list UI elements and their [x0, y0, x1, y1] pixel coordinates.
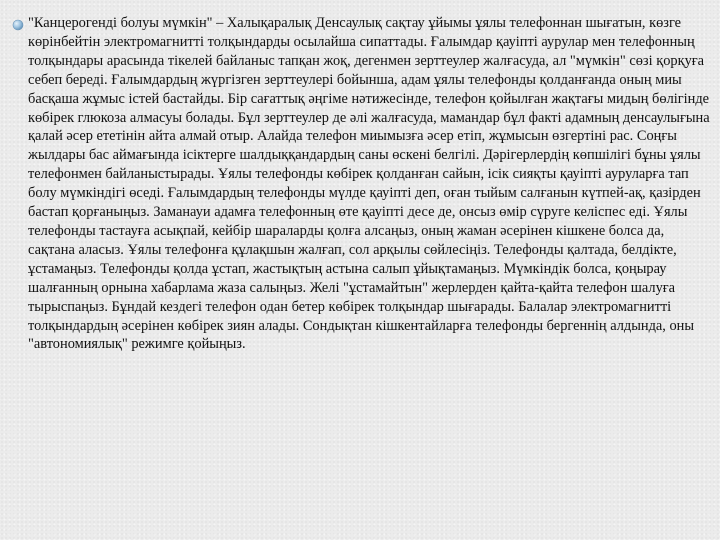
body-paragraph: "Канцерогенді болуы мүмкін" – Халықаралық Денсаулық сақтау ұйымы ұялы телефоннан шығатын, көзге көрінбейтін электромагнитті толқындарды осылайша сипаттады. Ғалымдар қауіпті аурулар мен телефонның толқындары арасында тікелей байланыс тапқан жоқ, дегенмен зерттеулер жалғасуда, ал "мүмкін" сөзі қорқуға себеп береді. Ғалымдардың жүргізген зерттеулері бойынша, адам ұялы телефонды қолданғанда оның миы басқаша жұмыс істей бастайды. Бір сағаттық әңгіме нәтижесінде, телефон қойылған жақтағы мидың бөлігінде көбірек глюкоза алмасуы болады. Бұл зерттеулер де әлі жалғасуда, мамандар бұл факті адамның денсаулығына қалай әсер ететінін айта алмай отыр. Алайда телефон миымызға әсер етіп, жұмысын өзгертіні рас. Соңғы жылдары бас аймағында ісіктерге шалдыққандардың саны өскені белгілі. Дәрігерлердің көпшілігі бұны ұялы телефонмен байланыстырады. Ұялы телефонды көбірек қолданған сайын, ісік сияқты қауіпті ауруларға тап болу мүмкіндігі өседі. Ғалымдардың телефонды мүлде қауіпті деп, оған тыйым салғанын күтпей-ақ, қазірден бастап қорғаныңыз. Заманауи адамға телефонның өте қауіпті десе де, онсыз өмір сүруге келіспес еді. Ұялы телефонды тастауға асықпай, кейбір шараларды қолға алсаңыз, оның жаман әсерінен кішкене болса да, сақтана аласыз. Ұялы телефонға құлақшын жалғап, сол арқылы сөйлесіңіз. Телефонды қалтада, белдікте, ұстамаңыз. Телефонды қолда ұстап, жастықтың астына салып ұйықтамаңыз. Мүмкіндік болса, қоңырау шалғанның орнына хабарлама жаза салыңыз. Желі "ұстамайтын" жерлерден қайта-қайта телефон шалуға тырыспаңыз. Бұндай кездегі телефон одан бетер көбірек толқындар шығарады. Балалар электромагнитті толқындардың әсерінен көбірек зиян алады. Сондықтан кішкентайларға телефонды бергеннің алдында, оны "автономиялық" режимге қойыңыз.	[28, 15, 710, 353]
bullet-item	[8, 14, 710, 354]
round-bullet-icon	[8, 15, 28, 35]
